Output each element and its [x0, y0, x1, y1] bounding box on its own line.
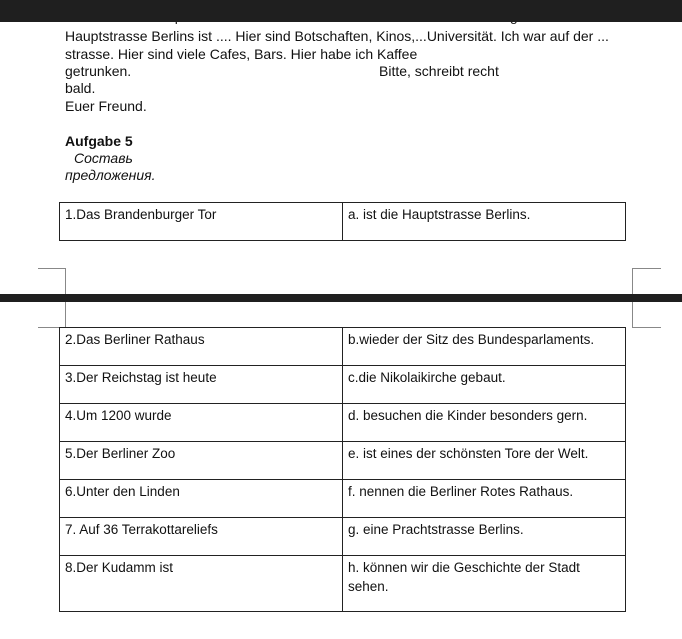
- page-divider: [0, 294, 682, 302]
- table-row: [60, 556, 626, 612]
- table-row: [60, 404, 626, 442]
- table-cell-left: 1.Das Brandenburger Tor: [60, 203, 343, 241]
- table-cell-left: 3.Der Reichstag ist heute: [60, 366, 343, 404]
- table-row: [60, 366, 626, 404]
- letter-signoff: Euer Freund.: [65, 98, 147, 114]
- match-table-top: [59, 202, 626, 241]
- table-cell-left: 4.Um 1200 wurde: [60, 404, 343, 442]
- table-cell-right: e. ist eines der schönsten Tore der Welt.: [343, 442, 626, 480]
- match-table-bottom: [59, 327, 626, 612]
- table-cell-right: h. können wir die Geschichte der Stadt sehen.: [343, 556, 626, 612]
- table-row: [60, 518, 626, 556]
- table-cell-right: b.wieder der Sitz des Bundesparlaments.: [343, 328, 626, 366]
- letter-line-2: strasse. Hier sind viele Cafes, Bars. Hier habe ich Kaffee: [65, 46, 418, 62]
- table-cell-right: g. eine Prachtstrasse Berlins.: [343, 518, 626, 556]
- task-title: Aufgabe 5: [65, 133, 133, 149]
- letter-line-3b: Bitte, schreibt recht: [379, 63, 499, 79]
- table-cell-right: c.die Nikolaikirche gebaut.: [343, 366, 626, 404]
- task-instruction-2: предложения.: [65, 167, 156, 183]
- top-bar: [0, 0, 682, 22]
- table-row: [60, 442, 626, 480]
- table-cell-left: 8.Der Kudamm ist: [60, 556, 343, 612]
- letter-line-3a: getrunken.: [65, 63, 132, 79]
- table-row: [60, 203, 626, 241]
- table-cell-left: 6.Unter den Linden: [60, 480, 343, 518]
- table-cell-left: 5.Der Berliner Zoo: [60, 442, 343, 480]
- table-row: [60, 480, 626, 518]
- table-cell-left: 7. Auf 36 Terrakottareliefs: [60, 518, 343, 556]
- table-cell-left: 2.Das Berliner Rathaus: [60, 328, 343, 366]
- table-cell-right: f. nennen die Berliner Rotes Rathaus.: [343, 480, 626, 518]
- letter-line-1: Hauptstrasse Berlins ist .... Hier sind Botschaften, Kinos,...Universität. Ich war auf der ...: [65, 28, 609, 44]
- table-row: [60, 328, 626, 366]
- letter-line-4: bald.: [65, 80, 96, 96]
- table-cell-right: d. besuchen die Kinder besonders gern.: [343, 404, 626, 442]
- task-instruction-1: Составь: [74, 150, 133, 166]
- table-cell-right: a. ist die Hauptstrasse Berlins.: [343, 203, 626, 241]
